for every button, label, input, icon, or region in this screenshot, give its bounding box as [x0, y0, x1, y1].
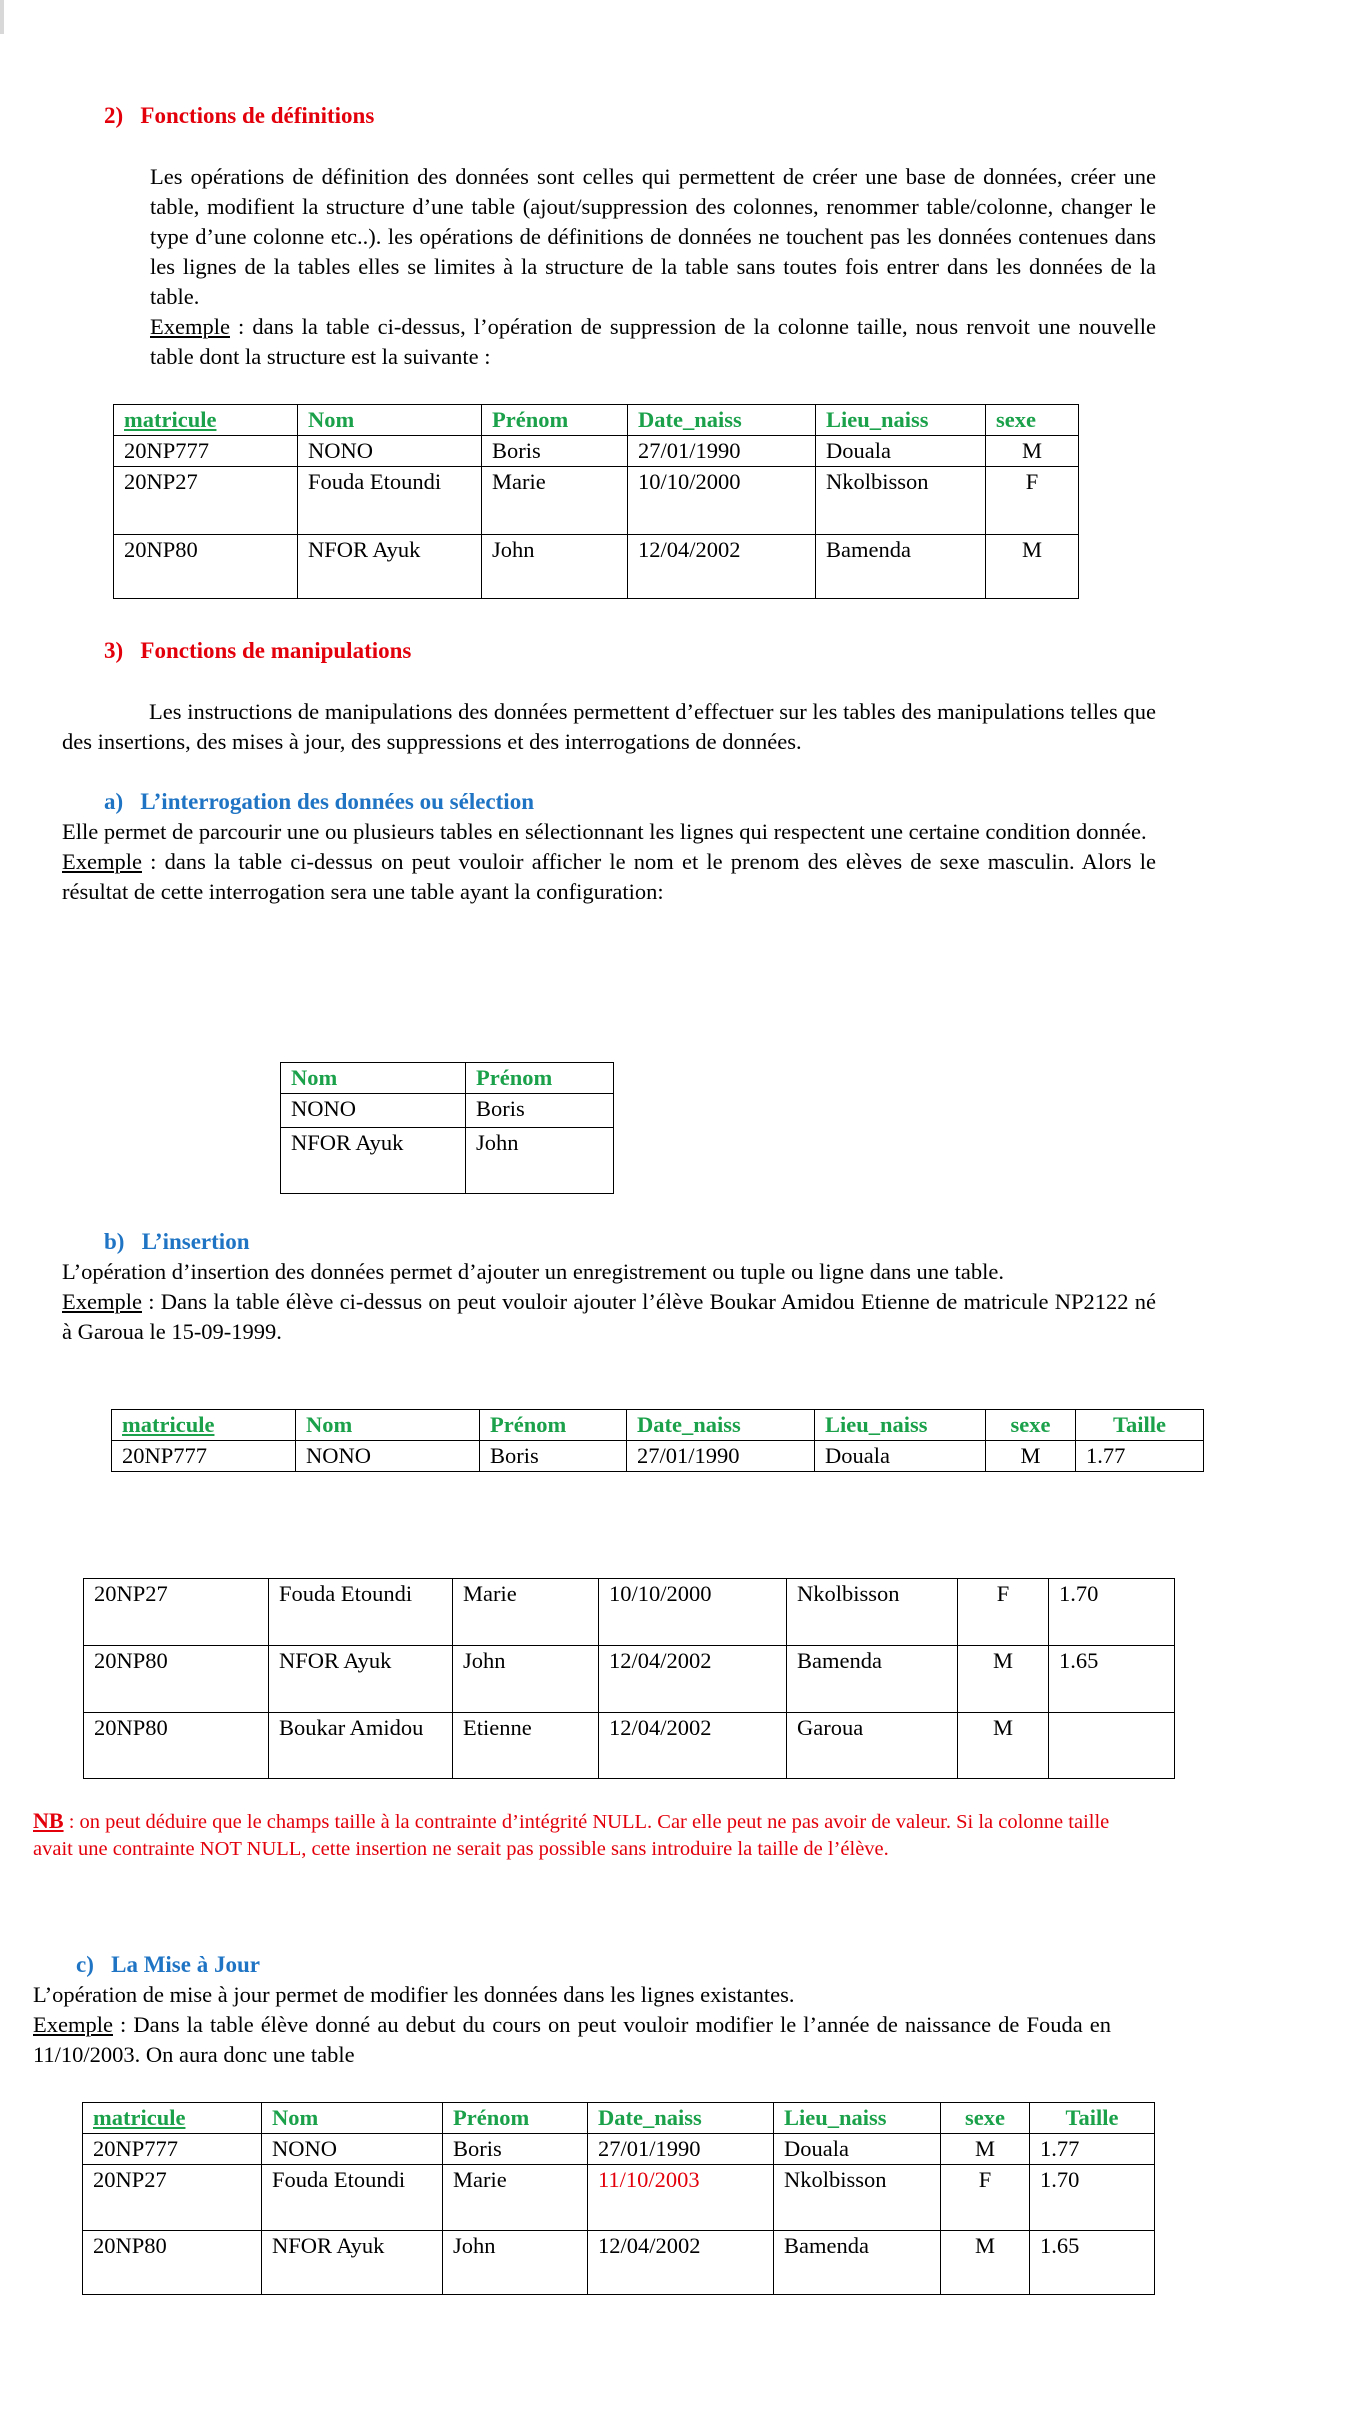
section-2-heading: 2) Fonctions de définitions [104, 103, 375, 128]
cell [1049, 1713, 1175, 1779]
nb-text: : on peut déduire que le champs taille à la contrainte d’intégrité NULL. Car elle peut ne pas avoir de valeur. Si la colonne taille avait une contrainte NOT NULL, cette insertion ne serait pas possible sans introduire la taille de l’élève. [33, 1811, 1110, 1860]
col-header: matricule [112, 1410, 296, 1441]
col-header: Nom [296, 1410, 480, 1441]
section-2-example [150, 312, 1156, 372]
subsection-c-body: L’opération de mise à jour permet de modifier les données dans les lignes existantes. [33, 1982, 795, 2007]
table-row [112, 1441, 1204, 1472]
cell: 20NP27 [114, 467, 298, 535]
table-row [114, 535, 1079, 599]
page-corner-mark [0, 0, 4, 34]
subsection-a-example [62, 847, 1156, 907]
subsection-c-heading: c) La Mise à Jour [76, 1952, 260, 1977]
col-header: matricule [114, 405, 298, 436]
cell: 1.77 [1030, 2134, 1155, 2165]
cell: 12/04/2002 [599, 1646, 787, 1713]
cell: 10/10/2000 [599, 1579, 787, 1646]
table-header-row [281, 1063, 614, 1094]
cell: Douala [774, 2134, 941, 2165]
col-header: matricule [83, 2103, 262, 2134]
col-header: Taille [1076, 1410, 1204, 1441]
example-label: Exemple [62, 1289, 142, 1314]
cell: NFOR Ayuk [281, 1128, 466, 1194]
cell: M [941, 2134, 1030, 2165]
table-with-taille-header [111, 1409, 1204, 1472]
cell: 1.77 [1076, 1441, 1204, 1472]
cell: 20NP27 [83, 2165, 262, 2231]
cell: Douala [816, 436, 986, 467]
cell: John [482, 535, 628, 599]
col-header: Date_naiss [628, 405, 816, 436]
table-header-row [112, 1410, 1204, 1441]
subsection-c-text [33, 1980, 1111, 2070]
cell: Nkolbisson [787, 1579, 958, 1646]
cell: Boris [443, 2134, 588, 2165]
table-after-update [82, 2102, 1155, 2295]
cell: Boris [482, 436, 628, 467]
cell: Garoua [787, 1713, 958, 1779]
cell: John [466, 1128, 614, 1194]
cell: 27/01/1990 [627, 1441, 815, 1472]
cell: 1.65 [1030, 2231, 1155, 2295]
cell: 1.70 [1049, 1579, 1175, 1646]
cell: M [958, 1713, 1049, 1779]
subsection-a-text [62, 817, 1156, 907]
cell: 20NP27 [84, 1579, 269, 1646]
cell: NFOR Ayuk [298, 535, 482, 599]
cell: 12/04/2002 [599, 1713, 787, 1779]
cell: 12/04/2002 [628, 535, 816, 599]
cell: 20NP777 [114, 436, 298, 467]
cell: M [986, 436, 1079, 467]
cell: Nkolbisson [816, 467, 986, 535]
table-row [114, 436, 1079, 467]
cell: F [958, 1579, 1049, 1646]
col-header: sexe [941, 2103, 1030, 2134]
example-text: : dans la table ci-dessus, l’opération de suppression de la colonne taille, nous renvoit une nouvelle table dont la structure est la suivante : [150, 314, 1156, 369]
subsection-a-body: Elle permet de parcourir une ou plusieurs tables en sélectionnant les lignes qui respectent une certaine condition donnée. [62, 819, 1147, 844]
col-header: Nom [262, 2103, 443, 2134]
table-row [84, 1579, 1175, 1646]
table-row [281, 1128, 614, 1194]
cell: Fouda Etoundi [269, 1579, 453, 1646]
table-row [84, 1713, 1175, 1779]
section-2-paragraph [150, 162, 1156, 372]
cell: M [958, 1646, 1049, 1713]
cell: Marie [443, 2165, 588, 2231]
subsection-a-heading: a) L’interrogation des données ou sélection [104, 789, 534, 814]
cell: 1.65 [1049, 1646, 1175, 1713]
col-header: Prénom [480, 1410, 627, 1441]
cell: Boris [480, 1441, 627, 1472]
col-header: Date_naiss [588, 2103, 774, 2134]
cell: Boukar Amidou [269, 1713, 453, 1779]
example-text: : Dans la table élève donné au debut du cours on peut vouloir modifier le l’année de naissance de Fouda en 11/10/2003. On aura donc une table [33, 2012, 1111, 2067]
example-text: : Dans la table élève ci-dessus on peut vouloir ajouter l’élève Boukar Amidou Etienne de matricule NP2122 né à Garoua le 15-09-1999. [62, 1289, 1156, 1344]
cell: Fouda Etoundi [262, 2165, 443, 2231]
cell: 20NP80 [83, 2231, 262, 2295]
table-with-taille-body [83, 1578, 1175, 1779]
section-3-heading: 3) Fonctions de manipulations [104, 638, 412, 663]
cell: 12/04/2002 [588, 2231, 774, 2295]
cell: 20NP80 [84, 1713, 269, 1779]
cell: F [941, 2165, 1030, 2231]
table-header-row [114, 405, 1079, 436]
cell-updated-date: 11/10/2003 [588, 2165, 774, 2231]
col-header: Prénom [482, 405, 628, 436]
subsection-b-heading: b) L’insertion [104, 1229, 250, 1254]
subsection-b-text [62, 1257, 1156, 1347]
col-header: Date_naiss [627, 1410, 815, 1441]
table-row [83, 2165, 1155, 2231]
cell: Bamenda [787, 1646, 958, 1713]
cell: M [986, 535, 1079, 599]
cell: M [941, 2231, 1030, 2295]
cell: Nkolbisson [774, 2165, 941, 2231]
cell: Bamenda [816, 535, 986, 599]
cell: John [453, 1646, 599, 1713]
col-header: Nom [281, 1063, 466, 1094]
cell: Marie [482, 467, 628, 535]
cell: 20NP777 [83, 2134, 262, 2165]
cell: NONO [262, 2134, 443, 2165]
cell: 20NP80 [84, 1646, 269, 1713]
cell: 20NP80 [114, 535, 298, 599]
col-header: Lieu_naiss [774, 2103, 941, 2134]
nb-note [33, 1807, 1133, 1863]
cell: NONO [281, 1094, 466, 1128]
cell: Fouda Etoundi [298, 467, 482, 535]
cell: Douala [815, 1441, 986, 1472]
table-selection-result [280, 1062, 614, 1194]
col-header: Taille [1030, 2103, 1155, 2134]
example-label: Exemple [62, 849, 142, 874]
section-2-body: Les opérations de définition des données sont celles qui permettent de créer une base de données, créer une table, modifient la structure d’une table (ajout/suppression des colonnes, renommer table/colonne, changer le type d’une colonne etc..). les opérations de définitions de données ne touchent pas les données contenues dans les lignes de la tables elles se limites à la structure de la table sans toutes fois entrer dans les données de la table. [150, 164, 1156, 309]
example-text: : dans la table ci-dessus on peut vouloir afficher le nom et le prenom des elèves de sexe masculin. Alors le résultat de cette interrogation sera une table ayant la configuration: [62, 849, 1156, 904]
table-row [281, 1094, 614, 1128]
col-header: sexe [986, 1410, 1076, 1441]
cell: 27/01/1990 [588, 2134, 774, 2165]
cell: Marie [453, 1579, 599, 1646]
cell: 10/10/2000 [628, 467, 816, 535]
cell: 1.70 [1030, 2165, 1155, 2231]
cell: 27/01/1990 [628, 436, 816, 467]
col-header: Prénom [466, 1063, 614, 1094]
table-row [84, 1646, 1175, 1713]
cell: F [986, 467, 1079, 535]
col-header: Lieu_naiss [816, 405, 986, 436]
table-row [83, 2134, 1155, 2165]
cell: NFOR Ayuk [262, 2231, 443, 2295]
section-3-paragraph: Les instructions de manipulations des données permettent d’effectuer sur les tables des manipulations telles que des insertions, des mises à jour, des suppressions et des interrogations de données. [62, 699, 1156, 754]
cell: Boris [466, 1094, 614, 1128]
table-row [83, 2231, 1155, 2295]
col-header: Lieu_naiss [815, 1410, 986, 1441]
example-label: Exemple [150, 314, 230, 339]
cell: Etienne [453, 1713, 599, 1779]
table-header-row [83, 2103, 1155, 2134]
subsection-b-body: L’opération d’insertion des données permet d’ajouter un enregistrement ou tuple ou ligne dans une table. [62, 1259, 1005, 1284]
cell: NFOR Ayuk [269, 1646, 453, 1713]
col-header: sexe [986, 405, 1079, 436]
subsection-b-example [62, 1287, 1156, 1347]
col-header: Nom [298, 405, 482, 436]
table-structure-without-taille [113, 404, 1079, 599]
example-label: Exemple [33, 2012, 113, 2037]
cell: NONO [296, 1441, 480, 1472]
cell: 20NP777 [112, 1441, 296, 1472]
table-row [114, 467, 1079, 535]
cell: M [986, 1441, 1076, 1472]
nb-label: NB [33, 1808, 64, 1833]
subsection-c-example [33, 2010, 1111, 2070]
cell: John [443, 2231, 588, 2295]
col-header: Prénom [443, 2103, 588, 2134]
cell: NONO [298, 436, 482, 467]
cell: Bamenda [774, 2231, 941, 2295]
